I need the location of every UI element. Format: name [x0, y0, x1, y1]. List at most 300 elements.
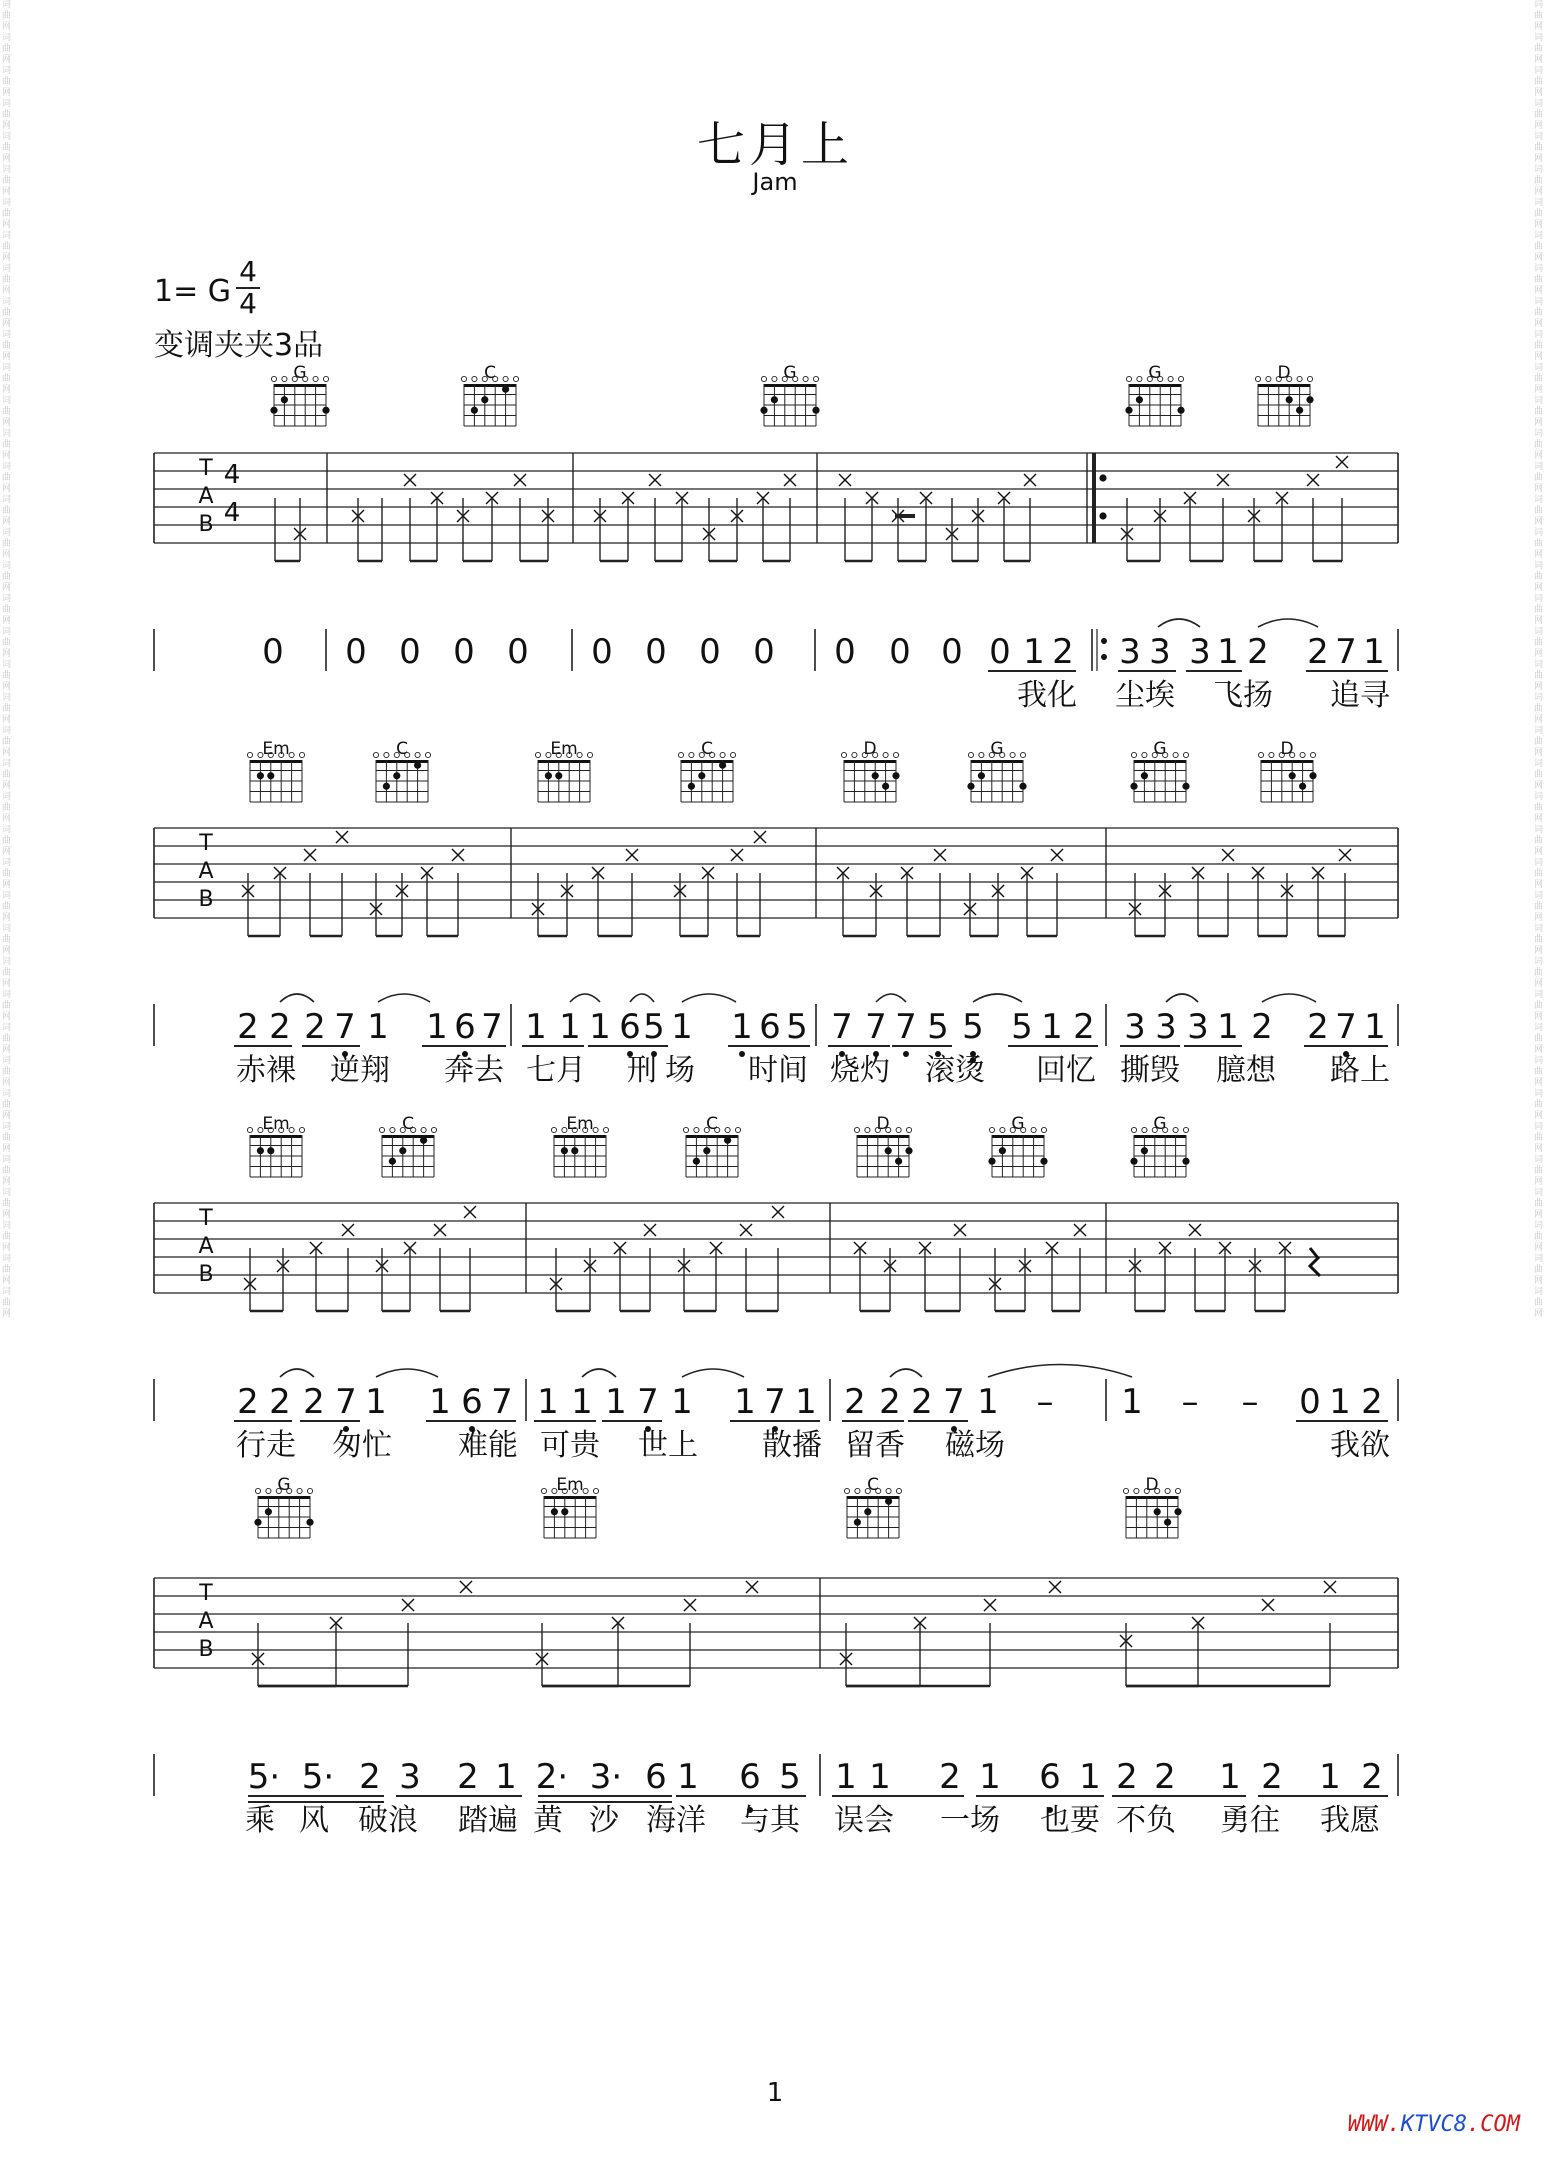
jianpu-note: 2·	[535, 1757, 569, 1797]
song-artist: Jam	[752, 168, 798, 196]
chord-open-string	[535, 752, 540, 757]
jianpu-tie	[570, 994, 600, 1002]
lyric: 难能	[458, 1428, 518, 1463]
chord-name: G	[1011, 1114, 1025, 1134]
jianpu-note: 2	[1073, 1007, 1095, 1047]
jianpu-tie	[630, 994, 654, 1002]
website-watermark: WWW.KTVC8.COM	[1347, 2112, 1520, 2137]
chord-name: Em	[262, 739, 290, 759]
lyric: 路上	[1330, 1053, 1390, 1088]
chord-open-string	[1183, 752, 1188, 757]
jianpu-tie	[890, 1369, 922, 1377]
jianpu-note: 1	[795, 1382, 817, 1422]
chord-open-string	[541, 1488, 546, 1493]
chord-open-string	[384, 752, 389, 757]
jianpu-note: 1	[1041, 1007, 1063, 1047]
chord-open-string	[282, 376, 287, 381]
chord-diagram	[1255, 363, 1313, 426]
chord-finger-dot	[1296, 407, 1303, 414]
chord-open-string	[513, 376, 518, 381]
lyric: 飞扬	[1213, 678, 1273, 713]
jianpu-note: 5·	[247, 1757, 281, 1797]
tab-letter-b: B	[198, 512, 214, 537]
chord-finger-dot	[481, 396, 488, 403]
tab-letter-a: A	[198, 1234, 214, 1259]
chord-finger-dot	[864, 1508, 871, 1515]
chord-name: Em	[566, 1114, 594, 1134]
jianpu-note: 1	[1319, 1757, 1341, 1797]
chord-name: Em	[550, 739, 578, 759]
chord-finger-dot	[999, 1147, 1006, 1154]
jianpu-note: 5	[1011, 1007, 1033, 1047]
lyric: 赤裸	[236, 1053, 296, 1088]
jianpu-tie	[973, 994, 1022, 1002]
chord-name: G	[1153, 1114, 1167, 1134]
chord-open-string	[1126, 376, 1131, 381]
jianpu-note: 1	[677, 1757, 699, 1797]
jianpu-note: 0	[645, 632, 667, 672]
chord-open-string	[603, 1127, 608, 1132]
chord-nut	[554, 1135, 606, 1138]
chord-open-string	[803, 376, 808, 381]
jianpu-note: 0	[1299, 1382, 1321, 1422]
chord-finger-dot	[854, 1519, 861, 1526]
chord-open-string	[421, 1127, 426, 1132]
chord-open-string	[865, 1127, 870, 1132]
watermark-right: 词曲网词曲网词曲网词曲网词曲网词曲网词曲网词曲网词曲网词曲网词曲网词曲网词曲网词曲网词曲网词曲网词曲网词曲网词曲网词曲网词曲网词曲网词曲网词曲网词曲网词曲网词曲网词曲网词曲网词曲网词曲网词曲网词曲网词曲网词曲网词曲网词曲网词曲网词曲网词曲网	[1534, 0, 1544, 1319]
lyric: 臆想	[1216, 1053, 1276, 1088]
chord-finger-dot	[882, 783, 889, 790]
chord-open-string	[255, 1488, 260, 1493]
chord-open-string	[852, 752, 857, 757]
tab-letter-a: A	[198, 859, 214, 884]
chord-open-string	[1123, 1488, 1128, 1493]
chord-finger-dot	[1289, 772, 1296, 779]
jianpu-note: 2	[1361, 1382, 1383, 1422]
chord-finger-dot	[265, 1508, 272, 1515]
chord-finger-dot	[698, 772, 705, 779]
jianpu-note: –	[1241, 1382, 1259, 1422]
chord-finger-dot	[555, 772, 562, 779]
jianpu-note: 0	[989, 632, 1011, 672]
chord-open-string	[587, 752, 592, 757]
chord-open-string	[1269, 752, 1274, 757]
jianpu-note: 7	[1335, 632, 1357, 672]
tab-letter-t: T	[199, 1581, 213, 1606]
chord-nut	[1126, 1496, 1178, 1499]
chord-name: G	[293, 363, 307, 383]
chord-open-string	[390, 1127, 395, 1132]
lyric: 撕毁	[1120, 1053, 1180, 1088]
chord-open-string	[297, 1488, 302, 1493]
jianpu-note: 0	[834, 632, 856, 672]
chord-finger-dot	[254, 1519, 261, 1526]
chord-finger-dot	[967, 783, 974, 790]
lyric: 风	[299, 1803, 329, 1838]
lyric: 黄	[533, 1803, 563, 1838]
chord-finger-dot	[322, 407, 329, 414]
tab-letter-a: A	[198, 1609, 214, 1634]
jianpu-note: 0	[889, 632, 911, 672]
repeat-dot	[1101, 654, 1107, 660]
chord-open-string	[1173, 1127, 1178, 1132]
jianpu-note: 7	[943, 1382, 965, 1422]
chord-diagram	[1258, 739, 1316, 802]
chord-nut	[1134, 1135, 1186, 1138]
chord-open-string	[289, 1127, 294, 1132]
jianpu-note: 1	[495, 1757, 517, 1797]
chord-finger-dot	[1174, 1508, 1181, 1515]
chord-finger-dot	[414, 762, 421, 769]
chord-diagram	[247, 1114, 304, 1177]
chord-name: D	[1280, 739, 1294, 759]
lyric: 可贵	[540, 1428, 600, 1463]
chord-open-string	[761, 376, 766, 381]
chord-open-string	[577, 752, 582, 757]
chord-open-string	[373, 752, 378, 757]
jianpu-note: 2	[457, 1757, 479, 1797]
tab-letter-t: T	[199, 1206, 213, 1231]
jianpu-tie	[582, 1369, 616, 1377]
chord-diagram	[1125, 363, 1184, 426]
chord-finger-dot	[892, 772, 899, 779]
chord-name: D	[1277, 363, 1291, 383]
chord-diagram	[1123, 1475, 1181, 1538]
jianpu-note: 2	[237, 1382, 259, 1422]
jianpu-note: 2	[1052, 632, 1074, 672]
chord-name: C	[402, 1114, 414, 1134]
chord-finger-dot	[1136, 396, 1143, 403]
chord-finger-dot	[1040, 1158, 1047, 1165]
jianpu-note: 0	[507, 632, 529, 672]
lyric: 七月	[526, 1053, 586, 1088]
chord-diagram	[247, 739, 304, 802]
chord-nut	[250, 1135, 302, 1138]
chord-open-string	[1031, 1127, 1036, 1132]
chord-finger-dot	[688, 783, 695, 790]
chord-nut	[1134, 760, 1186, 763]
lyric: 留香	[845, 1428, 905, 1463]
chord-finger-dot	[471, 407, 478, 414]
lyric: 勇往	[1220, 1803, 1280, 1838]
chord-nut	[992, 1135, 1044, 1138]
jianpu-note: 0	[699, 632, 721, 672]
chord-name: C	[396, 739, 408, 759]
jianpu-note: 7	[764, 1382, 786, 1422]
chord-nut	[844, 760, 896, 763]
chord-finger-dot	[257, 772, 264, 779]
chord-open-string	[1175, 1488, 1180, 1493]
chord-finger-dot	[389, 1158, 396, 1165]
chord-finger-dot	[393, 772, 400, 779]
lyric: 行走	[236, 1428, 296, 1463]
jianpu-note: 6	[461, 1382, 483, 1422]
lyric: 误会	[834, 1803, 894, 1838]
chord-nut	[258, 1496, 310, 1499]
chord-diagram	[988, 1114, 1047, 1177]
chord-diagram	[270, 363, 329, 426]
chord-diagram	[551, 1114, 608, 1177]
chord-diagram	[678, 739, 735, 802]
jianpu-note: 1	[731, 1007, 753, 1047]
chord-diagram	[254, 1475, 313, 1538]
chord-open-string	[1041, 1127, 1046, 1132]
jianpu-note: 2	[1361, 1757, 1383, 1797]
chord-name: D	[876, 1114, 890, 1134]
chord-finger-dot	[267, 772, 274, 779]
jianpu-note: 1	[525, 1007, 547, 1047]
jianpu-note: 7	[481, 1007, 503, 1047]
lyric: 尘埃	[1115, 678, 1175, 713]
jianpu-note: 3	[1149, 632, 1171, 672]
chord-name: G	[783, 363, 797, 383]
chord-name: Em	[262, 1114, 290, 1134]
lyric: 烧灼	[830, 1053, 890, 1088]
chord-open-string	[1300, 752, 1305, 757]
jianpu-note: 1	[426, 1007, 448, 1047]
jianpu-note: 0	[262, 632, 284, 672]
chord-open-string	[313, 376, 318, 381]
chord-finger-dot	[420, 1137, 427, 1144]
chord-open-string	[1173, 752, 1178, 757]
chord-finger-dot	[571, 1147, 578, 1154]
chord-open-string	[678, 752, 683, 757]
chord-open-string	[896, 1488, 901, 1493]
lyric: 与其	[740, 1803, 800, 1838]
lyric: 散播	[762, 1428, 822, 1463]
jianpu-note: 0	[591, 632, 613, 672]
lyric: 我愿	[1320, 1803, 1380, 1838]
chord-open-string	[841, 752, 846, 757]
tab-letter-t: T	[199, 831, 213, 856]
jianpu-note: 7	[335, 1382, 357, 1422]
jianpu-note: 7	[865, 1007, 887, 1047]
chord-name: G	[277, 1475, 291, 1495]
chord-open-string	[694, 1127, 699, 1132]
jianpu-note: 0	[399, 632, 421, 672]
jianpu-note: 2	[237, 1007, 259, 1047]
jianpu-note: 2	[1154, 1757, 1176, 1797]
jianpu-note: 3	[1119, 632, 1141, 672]
jianpu-tie	[988, 1365, 1132, 1378]
chord-open-string	[725, 1127, 730, 1132]
chord-open-string	[730, 752, 735, 757]
chord-open-string	[854, 1127, 859, 1132]
jianpu-note: 7	[1335, 1007, 1357, 1047]
jianpu-note: 1	[734, 1382, 756, 1422]
chord-name: D	[863, 739, 877, 759]
chord-open-string	[1255, 376, 1260, 381]
chord-finger-dot	[1130, 783, 1137, 790]
jianpu-note: 7	[895, 1007, 917, 1047]
jianpu-note: 7	[491, 1382, 513, 1422]
lyric: 追寻	[1330, 678, 1390, 713]
tab-letter-b: B	[198, 1262, 214, 1287]
jianpu-note: 3	[1124, 1007, 1146, 1047]
jianpu-note: 2	[879, 1382, 901, 1422]
jianpu-note: 2	[844, 1382, 866, 1422]
chord-name: G	[1148, 363, 1162, 383]
chord-open-string	[1307, 376, 1312, 381]
lyric: 时间	[748, 1053, 808, 1088]
chord-open-string	[247, 1127, 252, 1132]
chord-open-string	[415, 752, 420, 757]
chord-diagram	[683, 1114, 740, 1177]
jianpu-note: 2	[303, 1382, 325, 1422]
chord-nut	[971, 760, 1023, 763]
jianpu-tie	[1158, 619, 1200, 627]
chord-finger-dot	[502, 386, 509, 393]
chord-finger-dot	[281, 396, 288, 403]
chord-diagram	[1130, 739, 1189, 802]
chord-open-string	[735, 1127, 740, 1132]
jianpu-note: 1	[365, 1382, 387, 1422]
chord-finger-dot	[399, 1147, 406, 1154]
lyric: 刑	[627, 1053, 657, 1088]
chord-open-string	[593, 1488, 598, 1493]
lyric: 我化	[1017, 678, 1077, 713]
chord-finger-dot	[812, 407, 819, 414]
chord-finger-dot	[771, 396, 778, 403]
chord-finger-dot	[724, 1137, 731, 1144]
lyric: 海洋	[646, 1803, 706, 1838]
jianpu-note: 1	[559, 1007, 581, 1047]
chord-open-string	[583, 1488, 588, 1493]
chord-open-string	[323, 376, 328, 381]
chord-nut	[1258, 384, 1310, 387]
jianpu-tie	[1166, 994, 1198, 1002]
lyric: 逆翔	[330, 1053, 390, 1088]
time-signature-bottom: 4	[239, 287, 257, 320]
chord-name: C	[701, 739, 713, 759]
jianpu-note: 2	[1251, 1007, 1273, 1047]
chord-nut	[544, 1496, 596, 1499]
jianpu-note: 1	[367, 1007, 389, 1047]
chord-open-string	[968, 752, 973, 757]
chord-open-string	[720, 752, 725, 757]
chord-finger-dot	[561, 1508, 568, 1515]
jianpu-note: 0	[753, 632, 775, 672]
page-number: 1	[766, 2078, 784, 2108]
chord-open-string	[1142, 752, 1147, 757]
lyric: 回忆	[1036, 1053, 1096, 1088]
jianpu-note: 1	[1079, 1757, 1101, 1797]
lyric: 乘	[245, 1803, 275, 1838]
jianpu-note: 1	[835, 1757, 857, 1797]
lyric: 匆忙	[332, 1428, 392, 1463]
chord-diagram	[461, 363, 518, 426]
jianpu-note: 3	[1189, 632, 1211, 672]
chord-nut	[857, 1135, 909, 1138]
capo-instruction: 变调夹夹3品	[154, 328, 324, 363]
lyric: 滚烫	[925, 1053, 985, 1088]
chord-open-string	[425, 752, 430, 757]
chord-open-string	[689, 752, 694, 757]
jianpu-note: –	[1181, 1382, 1199, 1422]
chord-diagram	[854, 1114, 912, 1177]
chord-open-string	[1183, 1127, 1188, 1132]
chord-finger-dot	[760, 407, 767, 414]
chord-nut	[681, 760, 733, 763]
chord-diagram	[541, 1475, 598, 1538]
chord-open-string	[1010, 752, 1015, 757]
jianpu-note: 6	[759, 1007, 781, 1047]
jianpu-note: 0	[345, 632, 367, 672]
jianpu-note: 1	[589, 1007, 611, 1047]
chord-name: D	[1145, 1475, 1159, 1495]
chord-finger-dot	[1125, 407, 1132, 414]
repeat-dot	[1101, 638, 1107, 644]
chord-open-string	[299, 752, 304, 757]
chord-finger-dot	[978, 772, 985, 779]
chord-finger-dot	[905, 1147, 912, 1154]
chord-nut	[382, 1135, 434, 1138]
jianpu-tie	[376, 1369, 438, 1377]
jianpu-note: 0	[453, 632, 475, 672]
jianpu-note: 1	[571, 1382, 593, 1422]
tab-letter-a: A	[198, 484, 214, 509]
chord-name: G	[1153, 739, 1167, 759]
chord-finger-dot	[1286, 396, 1293, 403]
watermark-left: 词曲网词曲网词曲网词曲网词曲网词曲网词曲网词曲网词曲网词曲网词曲网词曲网词曲网词曲网词曲网词曲网词曲网词曲网词曲网词曲网词曲网词曲网词曲网词曲网词曲网词曲网词曲网词曲网词曲网词曲网词曲网词曲网词曲网词曲网词曲网词曲网词曲网词曲网词曲网词曲网	[2, 0, 12, 1319]
jianpu-note: 6	[619, 1007, 641, 1047]
jianpu-note: 7	[637, 1382, 659, 1422]
jianpu-note: 2	[269, 1007, 291, 1047]
jianpu-note: 2	[939, 1757, 961, 1797]
jianpu-note: 1	[1023, 632, 1045, 672]
chord-nut	[464, 384, 516, 387]
jianpu-octave-dot	[903, 1051, 909, 1057]
jianpu-note: 3·	[589, 1757, 623, 1797]
lyric: 沙	[589, 1803, 619, 1838]
jianpu-note: –	[1036, 1382, 1054, 1422]
jianpu-note: 5	[962, 1007, 984, 1047]
jianpu-note: 2	[1116, 1757, 1138, 1797]
chord-diagram	[379, 1114, 436, 1177]
song-title: 七月上	[696, 117, 853, 173]
chord-diagram	[373, 739, 430, 802]
chord-open-string	[1310, 752, 1315, 757]
chord-open-string	[1297, 376, 1302, 381]
chord-open-string	[1165, 1488, 1170, 1493]
lyric: 奔去	[444, 1053, 504, 1088]
chord-finger-dot	[270, 407, 277, 414]
jianpu-note: 1	[869, 1757, 891, 1797]
chord-nut	[764, 384, 816, 387]
chord-open-string	[989, 1127, 994, 1132]
chord-nut	[1129, 384, 1181, 387]
lyric: 也要	[1040, 1803, 1100, 1838]
chord-open-string	[379, 1127, 384, 1132]
chord-finger-dot	[1299, 783, 1306, 790]
chord-open-string	[906, 1127, 911, 1132]
chord-finger-dot	[1164, 1519, 1171, 1526]
chord-finger-dot	[703, 1147, 710, 1154]
chord-open-string	[979, 752, 984, 757]
lyric: 世上	[638, 1428, 698, 1463]
chord-open-string	[1258, 752, 1263, 757]
jianpu-note: 3	[1155, 1007, 1177, 1047]
chord-open-string	[271, 376, 276, 381]
jianpu-note: 2	[269, 1382, 291, 1422]
chord-finger-dot	[719, 762, 726, 769]
chord-finger-dot	[885, 1498, 892, 1505]
chord-open-string	[551, 1127, 556, 1132]
jianpu-note: 6	[1039, 1757, 1061, 1797]
jianpu-octave-dot	[739, 1051, 745, 1057]
chord-nut	[686, 1135, 738, 1138]
chord-open-string	[1178, 376, 1183, 381]
